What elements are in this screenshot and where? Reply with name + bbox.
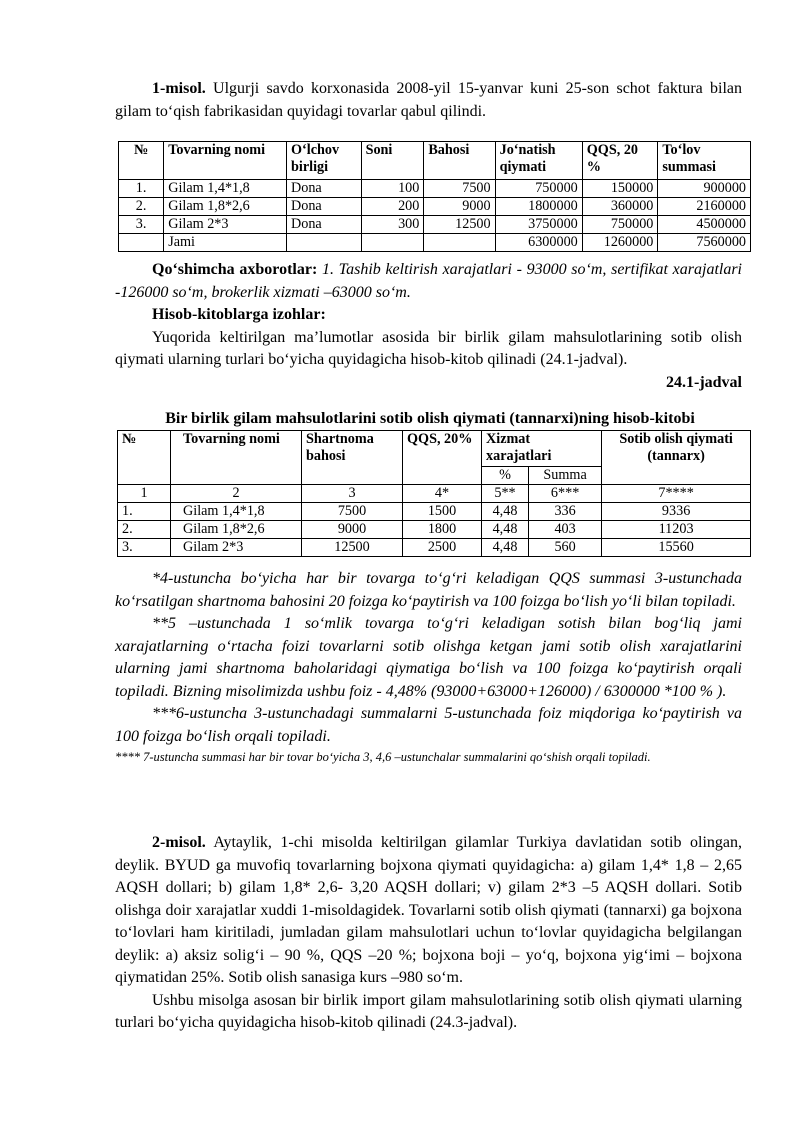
footnotes-block [115,568,742,766]
cell-percent: 4,48 [482,521,529,539]
table-total-row [119,234,751,252]
example-1-intro: Ulgurji savdo korxonasida 2008-yil 15-yanvar kuni 25-son schot faktura bilan gilam to‘qish fabrikasidan quyidagi tovarlar qabul qilindi. [115,80,742,120]
cell-total-vat: 1260000 [582,234,658,252]
cell-number [119,234,164,252]
col-header-payment: To‘lov summasi [658,142,751,180]
cell-colnum: 6*** [529,485,602,503]
cell-price: 12500 [424,216,495,234]
cell-name: Gilam 1,8*2,6 [171,521,302,539]
cell-name: Gilam 2*3 [171,539,302,557]
table-row [119,198,751,216]
example-2-text: Aytaylik, 1-chi misolda keltirilgan gilamlar Turkiya davlatidan sotib olingan, deylik. BYUD ga muvofiq tovarlarning bojxona qiymati quyidagicha: a) gilam 1,4* 1,8 – 2,65 AQSH dollari; b) gilam 1,8* 2,6- 3,20 AQSH dollari; v) gilam 2*3 –5 AQSH dollari. Sotib olishga doir xarajatlar xuddi 1-misoldagidek. Tovarlarni sotib olish qiymati (tannarxi) ga bojxona to‘lovlari ham kiritiladi, jumladan gilam mahsulotlari uchun to‘lovlar quyidagicha belgilangan deylik: a) aksiz solig‘i – 90 %, QQS –20 %; bojxona boji – yo‘q, bojxona yig‘imi – bojxona qiymatidan 25%. Sotib olish sanasiga kurs –980 so‘m. [115,834,742,986]
cell-percent: 4,48 [482,503,529,521]
cell-vat: 360000 [582,198,658,216]
cell-price: 9000 [424,198,495,216]
col-header-vat: QQS, 20 % [582,142,658,180]
cost-calculation-table [117,430,751,557]
cell-number: 3. [119,216,164,234]
notes-heading-text: Hisob-kitoblarga izohlar: [152,306,326,323]
cell-colnum: 1 [118,485,171,503]
col-header-service-costs: Xizmat xarajatlari [482,431,602,467]
footnote-1-text: *4-ustuncha bo‘yicha har bir tovarga to‘g‘ri keladigan QQS summasi 3-ustunchada ko‘rsatilgan shartnoma bahosini 20 foizga ko‘paytirish va 100 foizga bo‘lish yo‘li bilan topiladi. [115,570,742,610]
notes-heading [115,304,742,327]
footnote-2-text: **5 –ustunchada 1 so‘mlik tovarga to‘g‘ri keladigan sotish bilan bog‘liq jami xarajatlarning o‘rtacha foizi tovarlarni sotib olishga ketgan jami sotib olish xarajatlarini ularning jami shartnoma baholaridagi qiymatiga bo‘lish va 100 foizga ko‘paytirish orqali topiladi. Bizning misolimizda ushbu foiz - 4,48% (93000+63000+126000) / 6300000 *100 % ). [115,615,742,700]
example-2-block [115,832,742,1035]
cell-price: 7500 [424,180,495,198]
table-row [119,180,751,198]
cell-colnum: 7**** [602,485,751,503]
example-1-block [115,78,742,123]
footnote-3 [115,703,742,748]
table-number [115,372,742,395]
cell-payment: 2160000 [658,198,751,216]
cell-contract-price: 7500 [302,503,403,521]
notes-paragraph: Yuqorida keltirilgan ma’lumotlar asosida bir birlik gilam mahsulotlarining sotib olish qiymati ularning turlari bo‘yicha quyidagicha hisob-kitob qilinadi (24.1-jadval). [115,328,742,368]
cell-number: 3. [118,539,171,557]
cell-unit: Dona [287,216,362,234]
table-header-row [118,431,751,467]
cell-unit: Dona [287,198,362,216]
cell-payment: 900000 [658,180,751,198]
extra-info-paragraph [115,259,742,304]
cell-contract-price: 12500 [302,539,403,557]
footnote-3-text: ***6-ustuncha 3-ustunchadagi summalarni 5-ustunchada foiz miqdoriga ko‘paytirish va 100 foizga bo‘lish orqali topiladi. [115,705,742,745]
cell-qty: 200 [361,198,424,216]
col-header-name: Tovarning nomi [164,142,287,180]
table-title: Bir birlik gilam mahsulotlarini sotib olish qiymati (tannarxi)ning hisob-kitobi [165,410,695,427]
cell-colnum: 3 [302,485,403,503]
extra-info-text: 1. Tashib keltirish xarajatlari - 93000 so‘m, sertifikat xarajatlari -126000 so‘m, brokerlik xizmati –63000 so‘m. [115,261,742,301]
cell-colnum: 4* [403,485,482,503]
cell-name: Gilam 1,4*1,8 [171,503,302,521]
example-1-title: 1-misol. [152,80,206,97]
cell-qty [361,234,424,252]
cell-name: Gilam 2*3 [164,216,287,234]
example-2-paragraph-2: Ushbu misolga asosan bir birlik import gilam mahsulotlarining sotib olish qiymati ularning turlari bo‘yicha quyidagicha hisob-kitob qilinadi (24.3-jadval). [115,991,742,1031]
cell-vat: 150000 [582,180,658,198]
cell-percent: 4,48 [482,539,529,557]
cell-contract-price: 9000 [302,521,403,539]
cell-vat: 1800 [403,521,482,539]
col-header-name: Tovarning nomi [171,431,302,485]
cell-unit [287,234,362,252]
col-header-shipment-value: Jo‘natish qiymati [495,142,582,180]
cell-number: 2. [118,521,171,539]
cell-colnum: 2 [171,485,302,503]
col-header-price: Bahosi [424,142,495,180]
table-header-row [119,142,751,180]
table-number-text: 24.1-jadval [666,373,742,391]
cell-colnum: 5** [482,485,529,503]
col-header-qty: Soni [361,142,424,180]
cell-number: 1. [119,180,164,198]
table-colnum-row [118,485,751,503]
col-header-contract-price: Shartnoma bahosi [302,431,403,485]
cell-shipment-value: 1800000 [495,198,582,216]
extra-info-label: Qo‘shimcha axborotlar: [152,261,318,278]
table-row [118,539,751,557]
cell-total-label: Jami [164,234,287,252]
cell-number: 1. [118,503,171,521]
table-row [119,216,751,234]
col-header-number: № [119,142,164,180]
cell-sum: 403 [529,521,602,539]
col-header-percent: % [482,467,529,485]
cell-total-payment: 7560000 [658,234,751,252]
footnote-2 [115,613,742,703]
cell-purchase-cost: 15560 [602,539,751,557]
cell-payment: 4500000 [658,216,751,234]
footnote-4 [115,748,715,766]
col-header-unit: O‘lchov birligi [287,142,362,180]
footnote-1 [115,568,742,613]
example-1-paragraph [115,78,742,123]
table-row [118,503,751,521]
cell-vat: 1500 [403,503,482,521]
cell-total-shipment: 6300000 [495,234,582,252]
cell-vat: 750000 [582,216,658,234]
cell-number: 2. [119,198,164,216]
cell-sum: 560 [529,539,602,557]
cell-qty: 100 [361,180,424,198]
cell-shipment-value: 750000 [495,180,582,198]
example-2-title: 2-misol. [152,834,206,851]
cell-name: Gilam 1,4*1,8 [164,180,287,198]
cell-vat: 2500 [403,539,482,557]
footnote-4-text: **** 7-ustuncha summasi har bir tovar bo‘yicha 3, 4,6 –ustunchalar summalarini qo‘shish orqali topiladi. [115,750,651,764]
cell-name: Gilam 1,8*2,6 [164,198,287,216]
col-header-vat: QQS, 20% [403,431,482,485]
example-2-paragraph [115,832,742,990]
cell-purchase-cost: 9336 [602,503,751,521]
goods-received-table [118,141,751,252]
col-header-purchase-cost: Sotib olish qiymati (tannarx) [602,431,751,485]
col-header-sum: Summa [529,467,602,485]
cell-price [424,234,495,252]
cell-unit: Dona [287,180,362,198]
table-row [118,521,751,539]
cell-purchase-cost: 11203 [602,521,751,539]
cell-shipment-value: 3750000 [495,216,582,234]
cell-qty: 300 [361,216,424,234]
col-header-number: № [118,431,171,485]
cell-sum: 336 [529,503,602,521]
notes-block [115,259,742,394]
